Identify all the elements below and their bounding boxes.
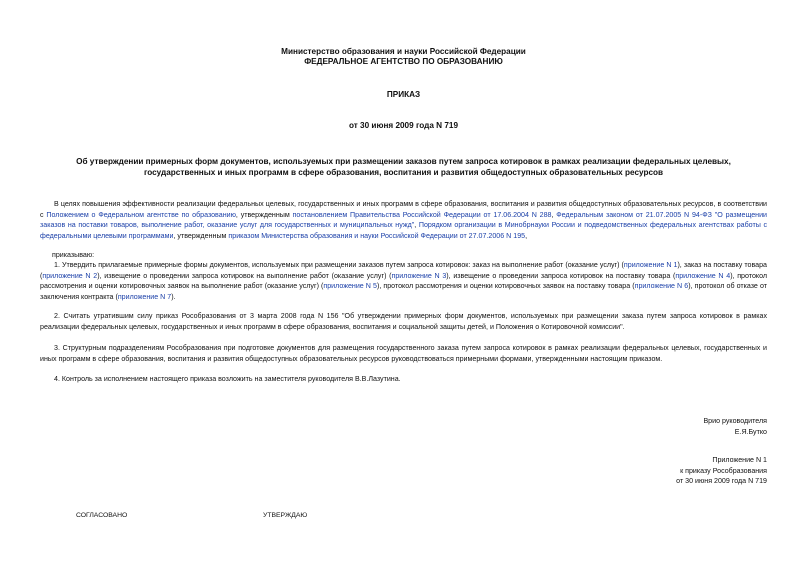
item-text: ), протокол об отказе от заключения контракта ( bbox=[40, 282, 767, 301]
appendix-6-link[interactable]: приложение N 6 bbox=[634, 282, 689, 290]
signature-block bbox=[703, 416, 767, 437]
order-word: приказываю: bbox=[52, 251, 95, 259]
ministry-heading: Министерство образования и науки Российской Федерации bbox=[281, 47, 526, 56]
item-text: ), протокол рассмотрения и оценки котировочных заявок на выполнение работ (оказание услуг) ( bbox=[40, 271, 768, 290]
preamble-text: , bbox=[414, 221, 419, 229]
appendix-1-link[interactable]: приложение N 1 bbox=[623, 261, 678, 269]
procedure-link[interactable]: Порядком организации в Минобрнауки России и подведомственных федеральных агентствах работы с федеральными целевыми программами bbox=[40, 221, 767, 240]
preamble-paragraph bbox=[40, 199, 767, 241]
preamble-text: В целях повышения эффективности реализации федеральных целевых, государственных и иных программ в сфере образования, воспитания и развития общедоступных образовательных ресурсов, в соответствии с bbox=[40, 200, 767, 219]
appendix-2-link[interactable]: приложение N 2 bbox=[42, 271, 98, 280]
document-date: от 30 июня 2009 года N 719 bbox=[348, 121, 459, 130]
agreed-label: СОГЛАСОВАНО bbox=[76, 512, 128, 519]
appendix-line-2: к приказу Рособразования bbox=[680, 466, 767, 475]
regulation-link[interactable]: Положением о Федеральном агентстве по образованию bbox=[46, 210, 236, 219]
appendix-4-link[interactable]: приложение N 4 bbox=[675, 271, 731, 280]
item-text: 1. Утвердить прилагаемые примерные формы документов, используемых при размещении заказов путем запроса котировок: заказ на выполнение работ (оказание услуг) ( bbox=[54, 261, 624, 269]
item-text: ), протокол рассмотрения и оценки котировочных заявок на поставку товара ( bbox=[376, 282, 635, 290]
item-text: ), извещение о проведении запроса котировок на поставку товара ( bbox=[446, 271, 676, 280]
federal-law-link[interactable]: Федеральным законом от 21.07.2005 N 94-ФЗ "О размещении заказов на поставки товаров, выполнение работ, оказание услуг для государственных и муниципальных нужд" bbox=[40, 210, 768, 229]
approved-label: УТВЕРЖДАЮ bbox=[263, 512, 308, 519]
item-text: ), извещение о проведении запроса котировок на выполнение работ (оказание услуг) ( bbox=[97, 271, 392, 280]
agency-heading: ФЕДЕРАЛЬНОЕ АГЕНТСТВО ПО ОБРАЗОВАНИЮ bbox=[304, 57, 503, 66]
item-text: ), заказ на поставку товара ( bbox=[40, 261, 767, 280]
item-1-paragraph bbox=[40, 260, 767, 302]
signature-position: Врио руководителя bbox=[703, 417, 767, 425]
item-4-paragraph: 4. Контроль за исполнением настоящего приказа возложить на заместителя руководителя В.В.Лазутина. bbox=[54, 375, 401, 383]
item-2-paragraph: 2. Считать утратившим силу приказ Рособразования от 3 марта 2008 года N 156 "Об утверждении примерных форм документов, используемых при размещении заказа путем запроса котировок в рамках реализации федеральных целевых, государственных и иных программ в сфере образования, воспитания и социальной защиты детей, и Положения о Котировочной комиссии". bbox=[40, 312, 767, 331]
appendix-line-1: Приложение N 1 bbox=[712, 456, 767, 464]
preamble-text: , bbox=[551, 210, 557, 219]
item-text: ). bbox=[171, 292, 176, 301]
ministry-order-link[interactable]: приказом Министерства образования и науки Российской Федерации от 27.07.2006 N 195 bbox=[228, 231, 526, 240]
document-type: ПРИКАЗ bbox=[386, 90, 421, 99]
appendix-5-link[interactable]: приложение N 5 bbox=[323, 282, 377, 290]
appendix-heading bbox=[676, 455, 767, 487]
preamble-text: , утвержденным bbox=[173, 231, 229, 240]
appendix-7-link[interactable]: приложение N 7 bbox=[117, 292, 172, 301]
preamble-text: , утвержденным bbox=[235, 210, 293, 219]
document-title: Об утверждении примерных форм документов, используемых при размещении заказов путем запроса котировок в рамках реализации федеральных целевых, государственных и иных программ в сфере образования, воспитания и развития общедоступных образовательных ресурсов bbox=[76, 157, 731, 177]
item-3-paragraph: 3. Структурным подразделениям Рособразования при подготовке документов для размещения государственного заказа путем запроса котировок в рамках реализации федеральных целевых, государственных и иных программ в сфере образования, воспитания и развития общедоступных образовательных ресурсов руководствоваться примерными формами, утвержденными настоящим приказом. bbox=[40, 344, 767, 363]
signature-name: Е.Я.Бутко bbox=[734, 427, 767, 436]
appendix-line-3: от 30 июня 2009 года N 719 bbox=[676, 477, 767, 485]
government-decree-link[interactable]: постановлением Правительства Российской Федерации от 17.06.2004 N 288 bbox=[292, 210, 552, 219]
appendix-3-link[interactable]: приложение N 3 bbox=[391, 271, 447, 280]
preamble-text: , bbox=[525, 231, 528, 240]
